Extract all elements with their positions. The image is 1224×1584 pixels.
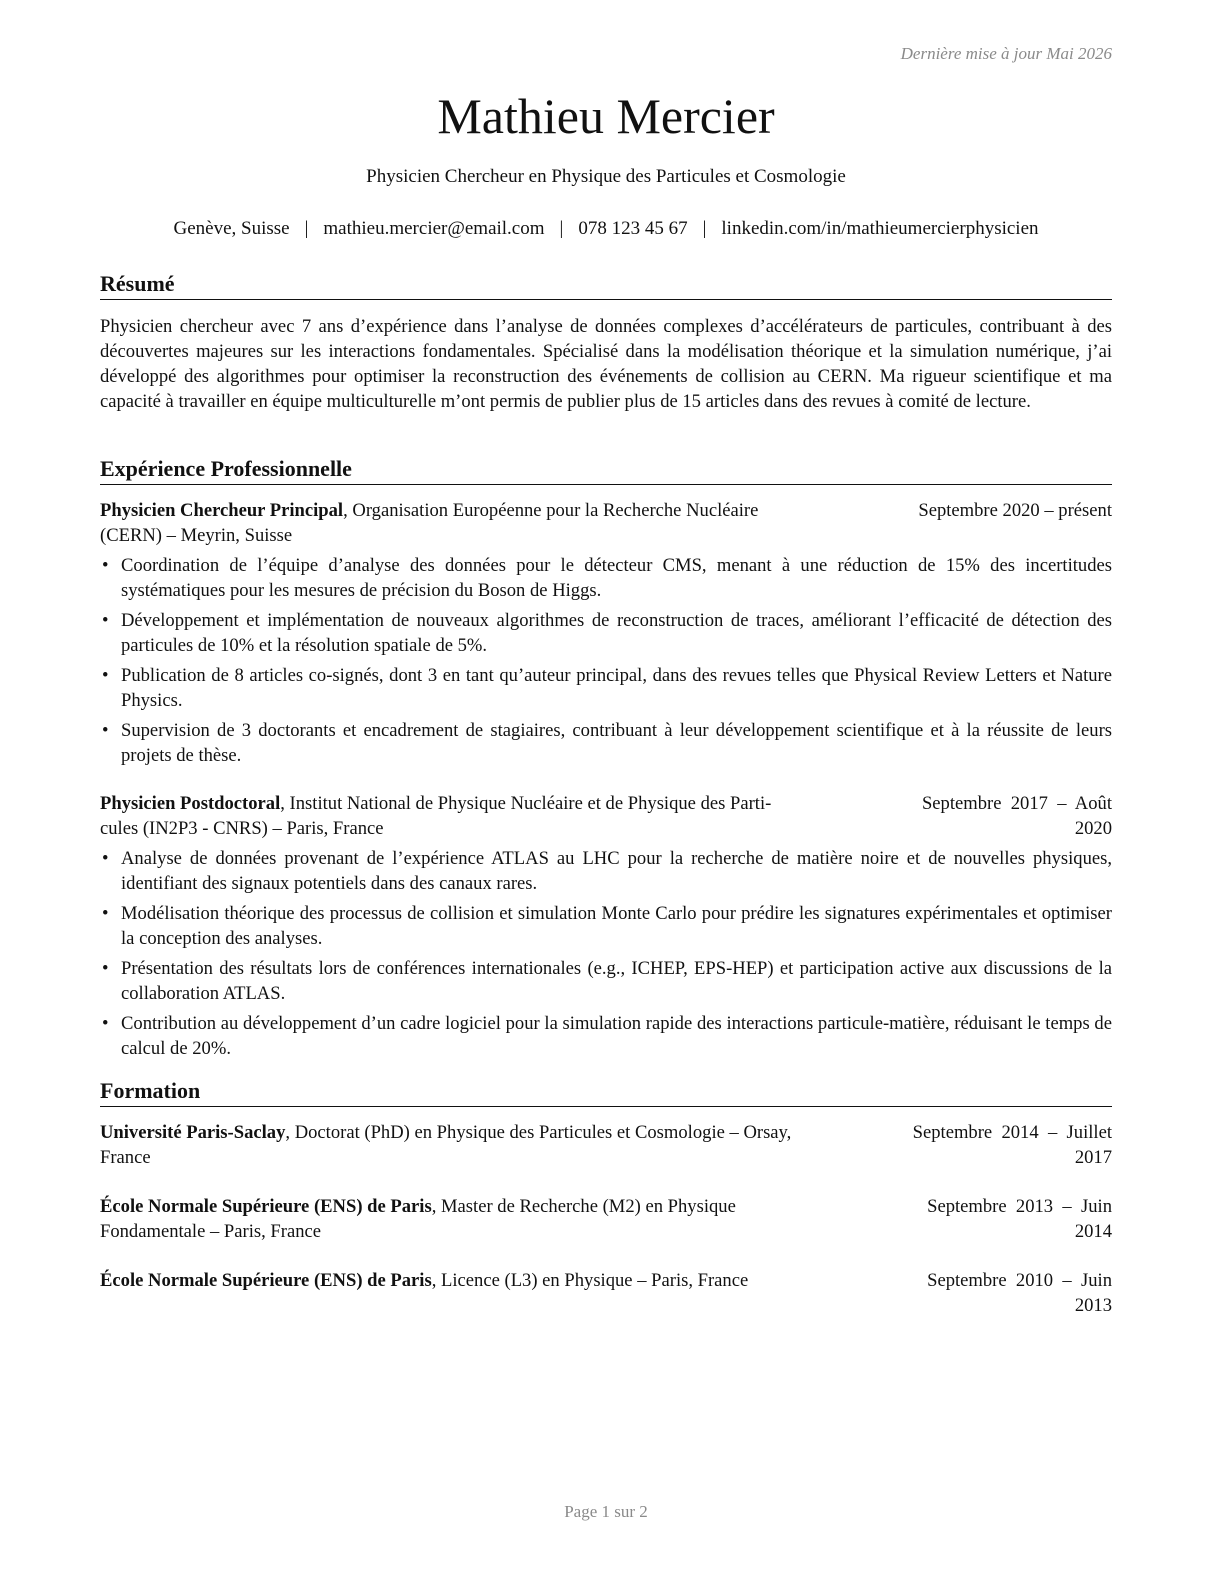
bullet-text: Modélisation théorique des processus de collision et simulation Monte Carlo pour prédire les signatures expérimentales et optimiser la conception des analyses.: [121, 903, 1112, 949]
contact-line: [90, 218, 1122, 240]
education-line1: , Doctorat (PhD) en Physique des Particules et Cosmologie – Orsay,: [285, 1122, 792, 1143]
education-dates: [876, 1194, 1112, 1244]
separator: |: [304, 218, 309, 239]
job-role: Physicien Chercheur Principal: [100, 500, 344, 521]
bullet-icon: •: [102, 903, 109, 924]
bullet-text: Coordination de l’équipe d’analyse des données pour le détecteur CMS, menant à une réduction de 15% des incertitudes systématiques pour les mesures de précision du Boson de Higgs.: [121, 555, 1112, 601]
bullet-text: Supervision de 3 doctorants et encadrement de stagiaires, contribuant à leur développement scientifique et à la réussite de leurs projets de thèse.: [121, 720, 1112, 766]
education-entry: [100, 1268, 1112, 1318]
contact-location: Genève, Suisse: [173, 218, 290, 239]
job-bullets: [100, 846, 1112, 1066]
bullet-icon: •: [102, 958, 109, 979]
page-number: Page 1 sur 2: [564, 1502, 648, 1521]
education-program: [100, 1120, 876, 1170]
bullet-icon: •: [102, 720, 109, 741]
job-dates-line1: Septembre 2020 – présent: [918, 500, 1112, 521]
job-org: [100, 791, 872, 841]
education-dates-line1: Septembre 2014 – Juillet: [912, 1122, 1112, 1143]
list-item: [100, 553, 1112, 603]
education-entry: [100, 1120, 1112, 1170]
education-dates: [876, 1268, 1112, 1318]
bullet-icon: •: [102, 555, 109, 576]
candidate-name: Mathieu Mercier: [437, 88, 775, 144]
education-school: Université Paris-Saclay: [100, 1122, 286, 1143]
contact-phone: 078 123 45 67: [578, 218, 688, 239]
job-header: [100, 791, 1112, 841]
list-item: [100, 608, 1112, 658]
education-school: École Normale Supérieure (ENS) de Paris: [100, 1270, 432, 1291]
separator: |: [559, 218, 564, 239]
job-org-line1: , Institut National de Physique Nucléaire et de Physique des Parti-: [280, 793, 772, 814]
bullet-icon: •: [102, 610, 109, 631]
contact-linkedin[interactable]: linkedin.com/in/mathieumercierphysicien: [721, 218, 1039, 239]
job-org: [100, 498, 890, 548]
list-item: [100, 1011, 1112, 1061]
education-dates-line2: 2013: [1074, 1295, 1112, 1316]
education-line2: France: [100, 1147, 151, 1168]
list-item: [100, 718, 1112, 768]
list-item: [100, 901, 1112, 951]
education-program: [100, 1268, 876, 1293]
bullet-text: Contribution au développement d’un cadre logiciel pour la simulation rapide des interactions particule-matière, réduisant le temps de calcul de 20%.: [121, 1013, 1112, 1059]
education-program: [100, 1194, 876, 1244]
section-title-experience: Expérience Professionnelle: [100, 455, 1112, 485]
education-dates-line2: 2014: [1074, 1221, 1112, 1242]
education-entry: [100, 1194, 1112, 1244]
job-dates: [872, 498, 1112, 523]
bullet-text: Développement et implémentation de nouveaux algorithmes de reconstruction de traces, améliorant l’efficacité de détection des particules de 10% et la résolution spatiale de 5%.: [121, 610, 1112, 656]
education-line1: , Licence (L3) en Physique – Paris, France: [431, 1270, 749, 1291]
separator: |: [702, 218, 707, 239]
bullet-text: Analyse de données provenant de l’expérience ATLAS au LHC pour la recherche de matière noire et de nouvelles physiques, identifiant des signaux potentiels dans des canaux rares.: [121, 848, 1112, 894]
education-line1: , Master de Recherche (M2) en Physique: [431, 1196, 736, 1217]
education-line2: Fondamentale – Paris, France: [100, 1221, 322, 1242]
resume-page: [100, 0, 1112, 1584]
education-dates-line1: Septembre 2013 – Juin: [927, 1196, 1112, 1217]
job-dates: [876, 791, 1112, 841]
bullet-text: Présentation des résultats lors de conférences internationales (e.g., ICHEP, EPS-HEP) et participation active aux discussions de la collaboration ATLAS.: [121, 958, 1112, 1004]
bullet-text: Publication de 8 articles co-signés, dont 3 en tant qu’auteur principal, dans des revues telles que Physical Review Letters et Nature Physics.: [121, 665, 1112, 711]
bullet-icon: •: [102, 1013, 109, 1034]
contact-email[interactable]: mathieu.mercier@email.com: [323, 218, 545, 239]
list-item: [100, 846, 1112, 896]
job-org-line2: (CERN) – Meyrin, Suisse: [100, 525, 293, 546]
job-role: Physicien Postdoctoral: [100, 793, 281, 814]
education-school: École Normale Supérieure (ENS) de Paris: [100, 1196, 432, 1217]
job-dates-line2: 2020: [1074, 818, 1112, 839]
education-dates-line2: 2017: [1074, 1147, 1112, 1168]
bullet-icon: •: [102, 665, 109, 686]
bullet-icon: •: [102, 848, 109, 869]
education-dates-line1: Septembre 2010 – Juin: [927, 1270, 1112, 1291]
job-bullets: [100, 553, 1112, 773]
list-item: [100, 663, 1112, 713]
education-dates: [876, 1120, 1112, 1170]
job-header: [100, 498, 1112, 548]
section-title-education: Formation: [100, 1077, 1112, 1107]
job-dates-line1: Septembre 2017 – Août: [921, 793, 1112, 814]
job-org-line2: cules (IN2P3 - CNRS) – Paris, France: [100, 818, 384, 839]
last-updated: Dernière mise à jour Mai 2026: [900, 44, 1112, 63]
job-org-line1: , Organisation Européenne pour la Recherche Nucléaire: [343, 500, 759, 521]
section-title-summary: Résumé: [100, 270, 1112, 300]
summary-text: Physicien chercheur avec 7 ans d’expérience dans l’analyse de données complexes d’accélérateurs de particules, contribuant à des découvertes majeures sur les interactions fondamentales. Spécialisé dans la modélisation théorique et la simulation numérique, j’ai développé des algorithmes pour optimiser la reconstruction des événements de collision au CERN. Ma rigueur scientifique et ma capacité à travailler en équipe multiculturelle m’ont permis de publier plus de 15 articles dans des revues à comité de lecture.: [100, 316, 1112, 412]
list-item: [100, 956, 1112, 1006]
candidate-title: Physicien Chercheur en Physique des Particules et Cosmologie: [366, 166, 846, 187]
